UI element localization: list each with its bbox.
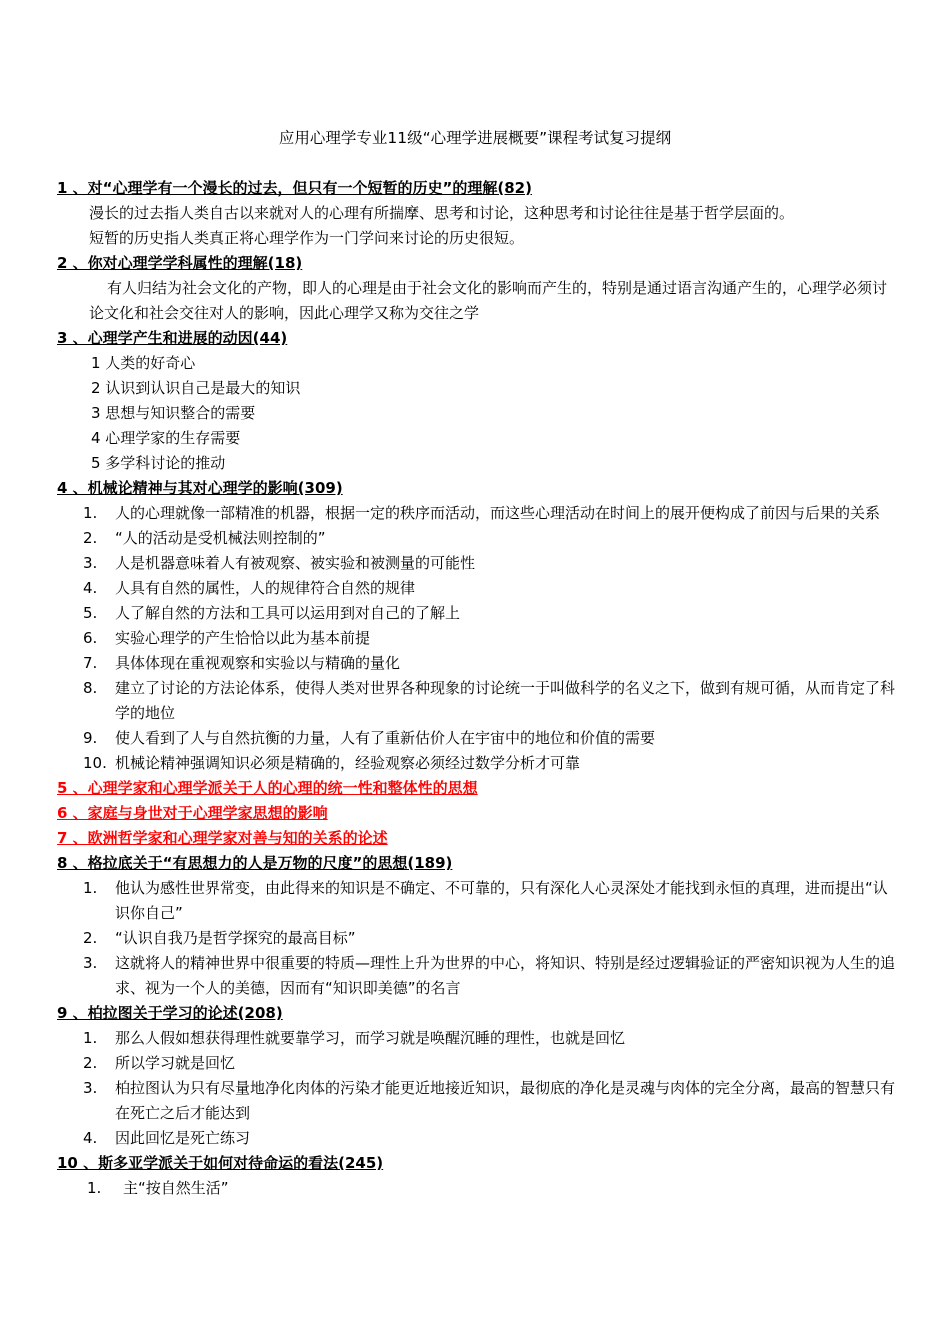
list-item bbox=[57, 526, 897, 551]
list-text: “认识自我乃是哲学探究的最高目标” bbox=[115, 929, 356, 947]
list-item: 2 认识到认识自己是最大的知识 bbox=[91, 379, 301, 397]
section-9-heading: 9 、柏拉图关于学习的论述(208) bbox=[57, 1004, 283, 1022]
list-number: 2. bbox=[83, 1054, 98, 1072]
list-text: “人的活动是受机械法则控制的” bbox=[115, 529, 326, 547]
list-number: 3. bbox=[83, 1079, 98, 1097]
list-text: 他认为感性世界常变，由此得来的知识是不确定、不可靠的，只有深化人心灵深处才能找到永恒的真理，进而提出“认识你自己” bbox=[115, 879, 888, 922]
list-text: 柏拉图认为只有尽量地净化肉体的污染才能更近地接近知识，最彻底的净化是灵魂与肉体的完全分离，最高的智慧只有在死亡之后才能达到 bbox=[115, 1079, 896, 1122]
list-text: 因此回忆是死亡练习 bbox=[115, 1129, 251, 1147]
list-number: 1. bbox=[83, 879, 98, 897]
list-number: 6. bbox=[83, 629, 98, 647]
list-item bbox=[57, 1076, 897, 1126]
list-number: 1. bbox=[87, 1179, 102, 1197]
list-item bbox=[57, 501, 897, 526]
list-number: 3. bbox=[83, 954, 98, 972]
list-text: 人了解自然的方法和工具可以运用到对自己的了解上 bbox=[115, 604, 461, 622]
list-number: 8. bbox=[83, 679, 98, 697]
section-2-paragraph: 有人归结为社会文化的产物，即人的心理是由于社会文化的影响而产生的，特别是通过语言沟通产生的，心理学必须讨论文化和社会交往对人的影响，因此心理学又称为交往之学 bbox=[89, 279, 888, 322]
section-4-heading: 4 、机械论精神与其对心理学的影响(309) bbox=[57, 479, 343, 497]
section-1-heading: 1 、对“心理学有一个漫长的过去，但只有一个短暂的历史”的理解(82) bbox=[57, 179, 532, 197]
list-item: 3 思想与知识整合的需要 bbox=[91, 404, 256, 422]
list-item bbox=[57, 676, 897, 726]
list-item bbox=[57, 876, 897, 926]
list-text: 人的心理就像一部精准的机器，根据一定的秩序而活动，而这些心理活动在时间上的展开便构成了前因与后果的关系 bbox=[115, 504, 881, 522]
list-text: 使人看到了人与自然抗衡的力量，人有了重新估价人在宇宙中的地位和价值的需要 bbox=[115, 729, 656, 747]
list-text: 人具有自然的属性，人的规律符合自然的规律 bbox=[115, 579, 416, 597]
document-title: 应用心理学专业11级“心理学进展概要”课程考试复习提纲 bbox=[278, 129, 672, 147]
section-3-heading: 3 、心理学产生和进展的动因(44) bbox=[57, 329, 288, 347]
list-item bbox=[57, 1026, 897, 1051]
section-2-heading: 2 、你对心理学学科属性的理解(18) bbox=[57, 254, 303, 272]
list-item: 4 心理学家的生存需要 bbox=[91, 429, 241, 447]
list-number: 4. bbox=[83, 1129, 98, 1147]
list-text: 具体体现在重视观察和实验以与精确的量化 bbox=[115, 654, 401, 672]
section-7-heading: 7 、欧洲哲学家和心理学家对善与知的关系的论述 bbox=[57, 829, 388, 847]
list-text: 主“按自然生活” bbox=[123, 1179, 229, 1197]
list-item bbox=[57, 1176, 897, 1201]
section-8-heading: 8 、格拉底关于“有思想力的人是万物的尺度”的思想(189) bbox=[57, 854, 453, 872]
list-number: 5. bbox=[83, 604, 98, 622]
list-number: 9. bbox=[83, 729, 98, 747]
list-number: 7. bbox=[83, 654, 98, 672]
list-item bbox=[57, 576, 897, 601]
list-item bbox=[57, 951, 897, 1001]
list-item bbox=[57, 751, 897, 776]
list-number: 1. bbox=[83, 1029, 98, 1047]
section-1-paragraph: 漫长的过去指人类自古以来就对人的心理有所揣摩、思考和讨论，这种思考和讨论往往是基于哲学层面的。 bbox=[89, 204, 795, 222]
list-item bbox=[57, 726, 897, 751]
list-text: 所以学习就是回忆 bbox=[115, 1054, 236, 1072]
list-text: 建立了讨论的方法论体系，使得人类对世界各种现象的讨论统一于叫做科学的名义之下，做到有规可循，从而肯定了科学的地位 bbox=[115, 679, 896, 722]
section-5-heading: 5 、心理学家和心理学派关于人的心理的统一性和整体性的思想 bbox=[57, 779, 478, 797]
list-number: 10. bbox=[83, 754, 107, 772]
section-10-heading: 10 、斯多亚学派关于如何对待命运的看法(245) bbox=[57, 1154, 384, 1172]
list-number: 3. bbox=[83, 554, 98, 572]
list-number: 2. bbox=[83, 929, 98, 947]
list-text: 机械论精神强调知识必须是精确的，经验观察必须经过数学分析才可靠 bbox=[115, 754, 581, 772]
list-item bbox=[57, 1051, 897, 1076]
list-number: 4. bbox=[83, 579, 98, 597]
list-item bbox=[57, 601, 897, 626]
section-6-heading: 6 、家庭与身世对于心理学家思想的影响 bbox=[57, 804, 328, 822]
list-item bbox=[57, 926, 897, 951]
list-text: 那么人假如想获得理性就要靠学习，而学习就是唤醒沉睡的理性，也就是回忆 bbox=[115, 1029, 626, 1047]
list-item: 5 多学科讨论的推动 bbox=[91, 454, 226, 472]
list-item bbox=[57, 626, 897, 651]
list-text: 人是机器意味着人有被观察、被实验和被测量的可能性 bbox=[115, 554, 476, 572]
list-number: 1. bbox=[83, 504, 98, 522]
document-body bbox=[57, 176, 897, 1201]
list-text: 这就将人的精神世界中很重要的特质—理性上升为世界的中心，将知识、特别是经过逻辑验证的严密知识视为人生的追求、视为一个人的美德，因而有“知识即美德”的名言 bbox=[115, 954, 896, 997]
list-item bbox=[57, 1126, 897, 1151]
list-item bbox=[57, 551, 897, 576]
list-item: 1 人类的好奇心 bbox=[91, 354, 196, 372]
section-1-paragraph: 短暂的历史指人类真正将心理学作为一门学问来讨论的历史很短。 bbox=[89, 229, 525, 247]
list-text: 实验心理学的产生恰恰以此为基本前提 bbox=[115, 629, 371, 647]
list-number: 2. bbox=[83, 529, 98, 547]
list-item bbox=[57, 651, 897, 676]
